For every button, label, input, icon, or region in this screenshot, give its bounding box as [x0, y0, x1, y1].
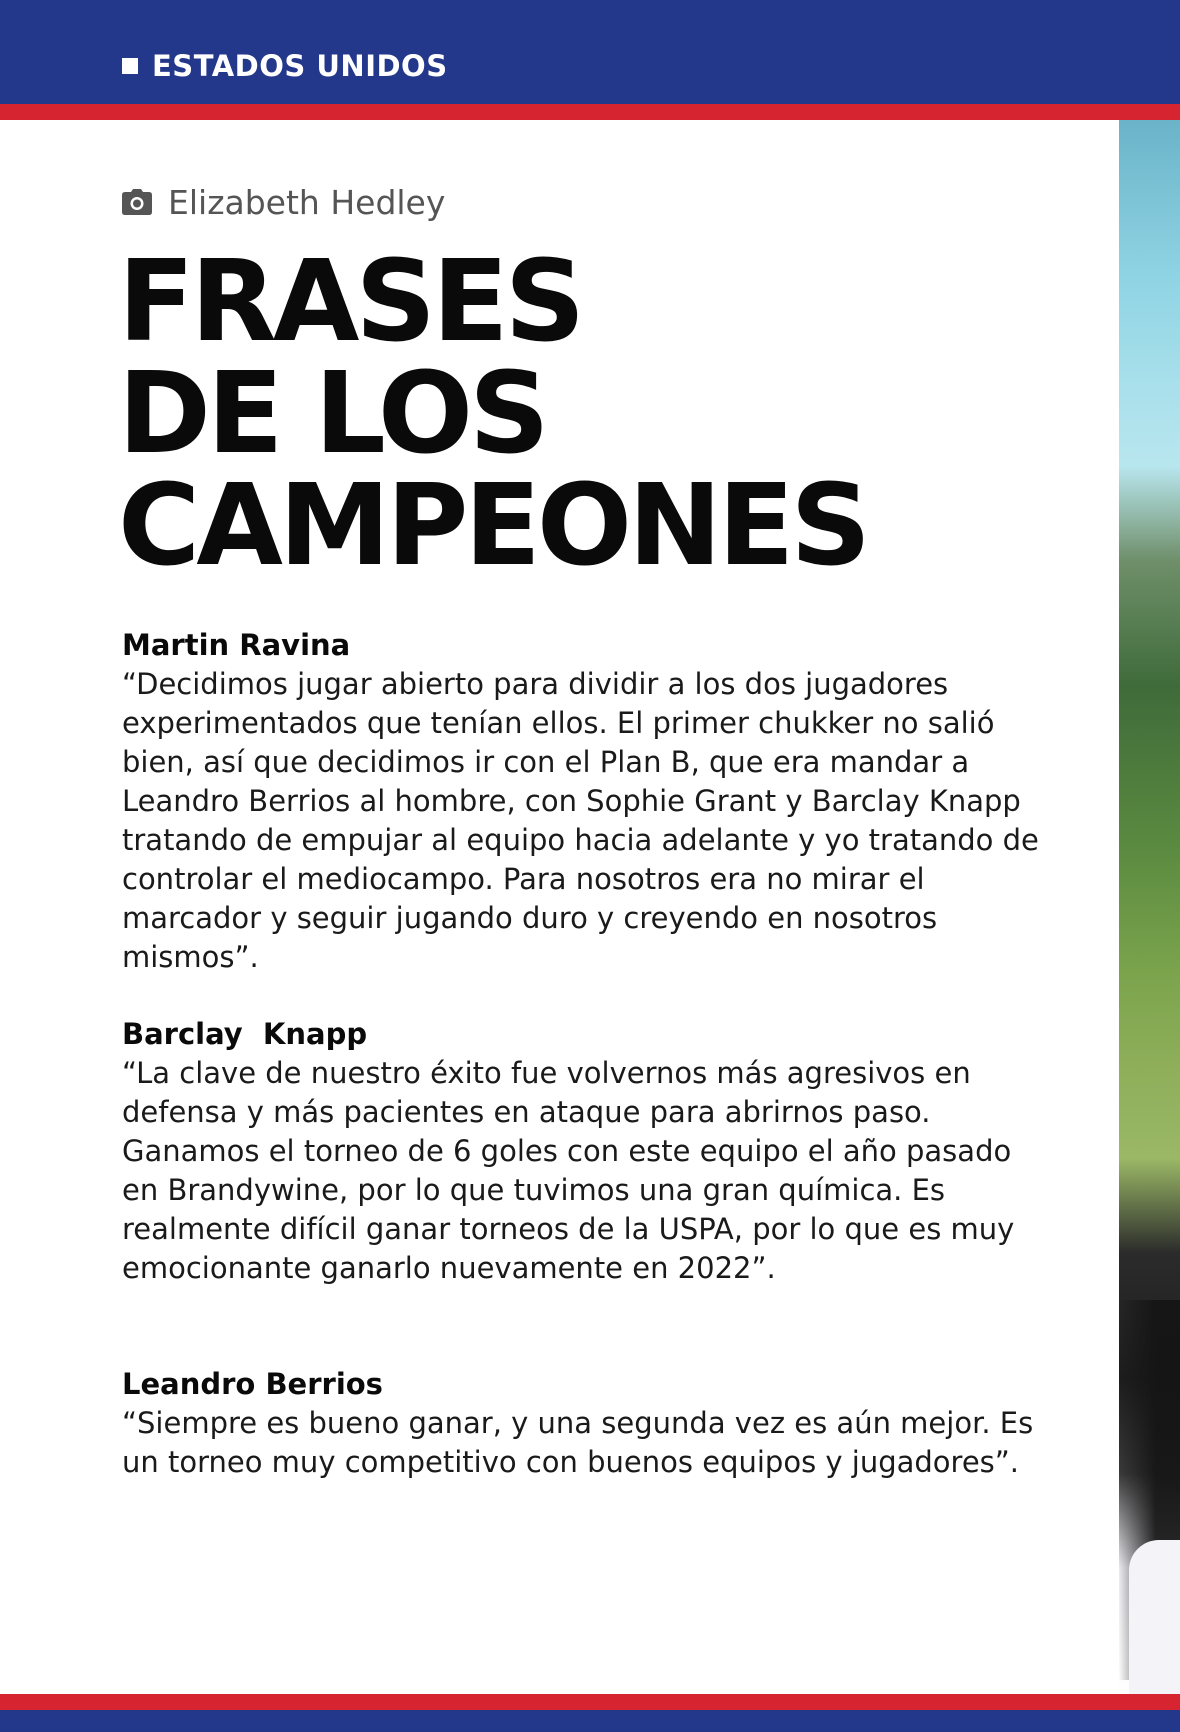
photo-light-area: [1129, 1540, 1180, 1694]
quote-barclay-knapp: [122, 1015, 1042, 1288]
article-title: [118, 237, 868, 591]
quote-speaker: Barclay Knapp: [122, 1017, 368, 1051]
photographer-name: Elizabeth Hedley: [168, 182, 446, 222]
section-label-text: ESTADOS UNIDOS: [152, 49, 448, 83]
quote-text: “La clave de nuestro éxito fue volvernos más agresivos en defensa y más pacientes en ataque para abrirnos paso. Ganamos el torneo de 6 goles con este equipo el año pasado en Brandywine, por lo que tuvimos una gran química. Es realmente difícil ganar torneos de la USPA, por lo que es muy emocionante ganarlo nuevamente en 2022”.: [122, 1056, 1015, 1285]
camera-icon: [122, 189, 152, 215]
quote-text: “Siempre es bueno ganar, y una segunda vez es aún mejor. Es un torneo muy competitivo con buenos equipos y jugadores”.: [122, 1406, 1034, 1479]
quote-martin-ravina: [122, 626, 1042, 977]
section-label: [122, 46, 448, 86]
photo-edge: [1119, 120, 1180, 1694]
header-red-stripe: [0, 104, 1180, 120]
footer-red-stripe: [0, 1694, 1180, 1710]
photo-credit: [122, 180, 445, 224]
title-line: DE LOS: [118, 349, 546, 479]
footer-band: [0, 1710, 1180, 1732]
quote-speaker: Martin Ravina: [122, 628, 351, 662]
quote-speaker: Leandro Berrios: [122, 1367, 383, 1401]
title-line: FRASES: [118, 237, 582, 367]
title-line: CAMPEONES: [118, 461, 868, 591]
quote-text: “Decidimos jugar abierto para dividir a los dos jugadores experimentados que tenían ellos. El primer chukker no salió bien, así que decidimos ir con el Plan B, que era mandar a Leandro Berrios al hombre, con Sophie Grant y Barclay Knapp tratando de empujar al equipo hacia adelante y yo tratando de controlar el mediocampo. Para nosotros era no mirar el marcador y seguir jugando duro y creyendo en nosotros mismos”.: [122, 667, 1039, 974]
square-bullet-icon: [122, 58, 138, 74]
quote-leandro-berrios: [122, 1365, 1042, 1482]
